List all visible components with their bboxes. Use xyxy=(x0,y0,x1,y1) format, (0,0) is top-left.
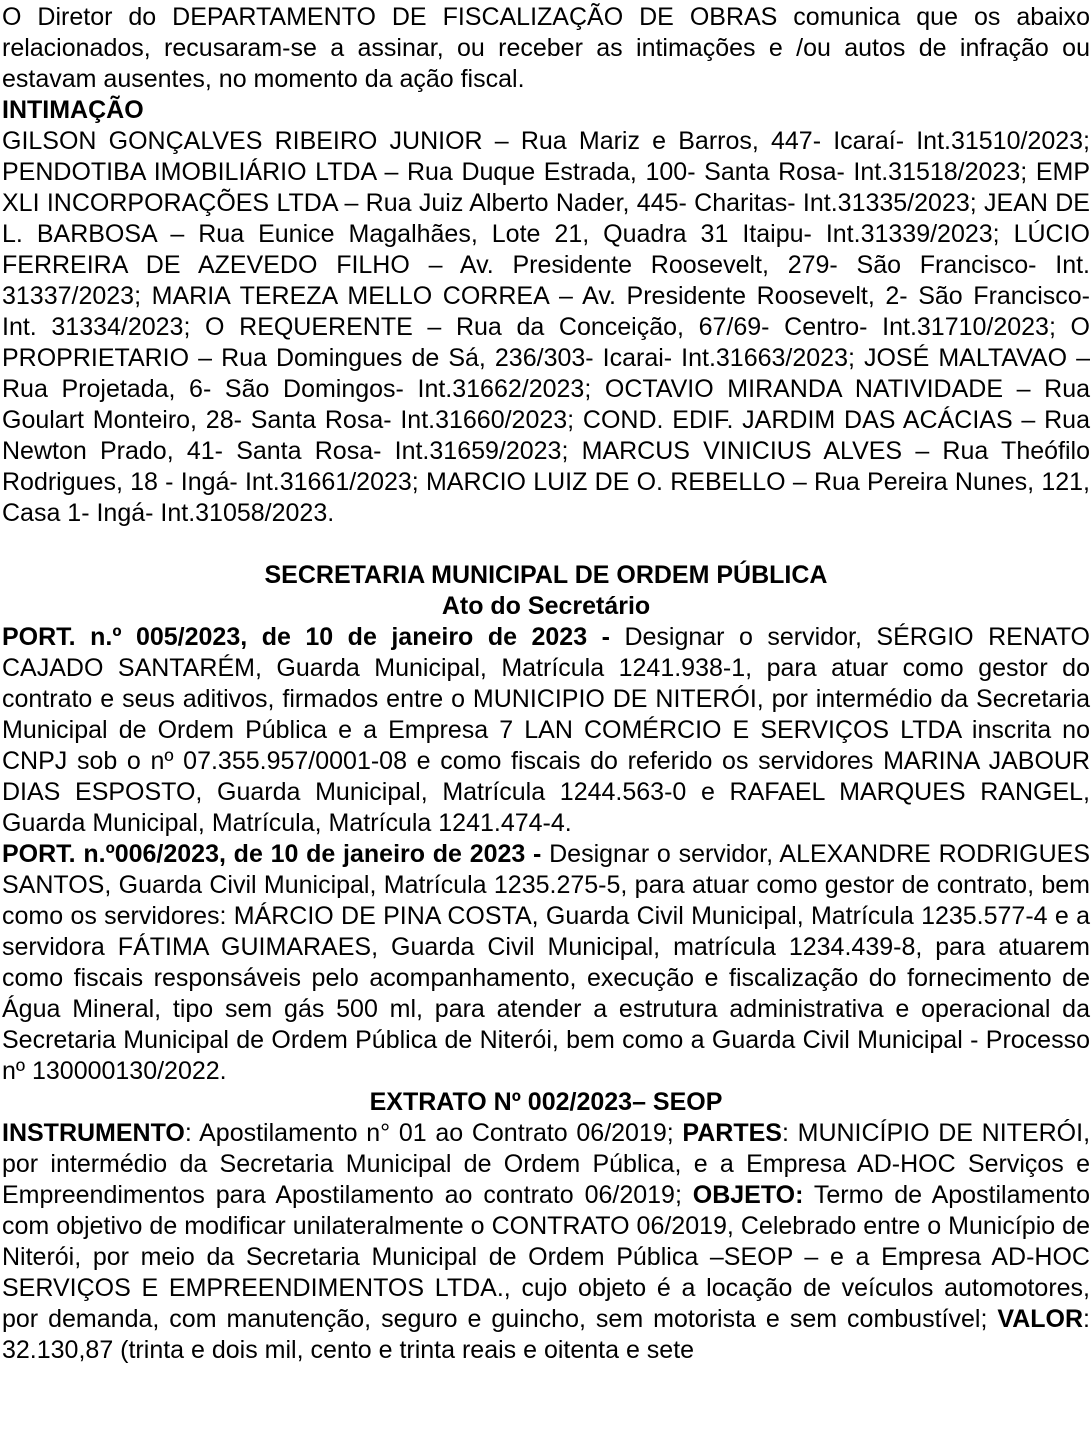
port-005-label: PORT. n.º 005/2023, de 10 de janeiro de 2023 - xyxy=(2,623,610,651)
instrumento-text: : Apostilamento n° 01 ao Contrato 06/2019; xyxy=(184,1119,683,1147)
port-006-label: PORT. n.º006/2023, de 10 de janeiro de 2023 - xyxy=(2,840,542,868)
seop-subtitle: Ato do Secretário xyxy=(441,592,651,620)
intro-paragraph: O Diretor do DEPARTAMENTO DE FISCALIZAÇÃO DE OBRAS comunica que os abaixo relacionados, recusaram-se a assinar, ou receber as intimações e /ou autos de infração ou estavam ausentes, no momento da ação fiscal. xyxy=(2,3,1090,93)
intimacao-heading: INTIMAÇÃO xyxy=(2,96,144,124)
objeto-text: Termo de Apostilamento com objetivo de modificar unilateralmente o CONTRATO 06/2019, Celebrado entre o Município de Niterói, por meio da Secretaria Municipal de Ordem Pública –SEOP – e a Empresa AD-HOC SERVIÇOS E EMPREENDIMENTOS LTDA., cujo objeto é a locação de veículos automotores, por demanda, com manutenção, seguro e guincho, sem motorista e sem combustível; xyxy=(2,1181,1090,1333)
port-005-text: Designar o servidor, SÉRGIO RENATO CAJADO SANTARÉM, Guarda Municipal, Matrícula 1241.938-1, para atuar como gestor do contrato e seus aditivos, firmados entre o MUNICIPIO DE NITERÓI, por intermédio da Secretaria Municipal de Ordem Pública e a Empresa 7 LAN COMÉRCIO E SERVIÇOS LTDA inscrita no CNPJ sob o nº 07.355.957/0001-08 e como fiscais do referido os servidores MARINA JABOUR DIAS ESPOSTO, Guarda Municipal, Matrícula 1244.563-0 e RAFAEL MARQUES RANGEL, Guarda Municipal, Matrícula, Matrícula 1241.474-4. xyxy=(2,623,1090,837)
intimacao-list: GILSON GONÇALVES RIBEIRO JUNIOR – Rua Mariz e Barros, 447- Icaraí- Int.31510/2023; PENDOTIBA IMOBILIÁRIO LTDA – Rua Duque Estrada, 100- Santa Rosa- Int.31518/2023; EMP XLI INCORPORAÇÕES LTDA – Rua Juiz Alberto Nader, 445- Charitas- Int.31335/2023; JEAN DE L. BARBOSA – Rua Eunice Magalhães, Lote 21, Quadra 31 Itaipu- Int.31339/2023; LÚCIO FERREIRA DE AZEVEDO FILHO – Av. Presidente Roosevelt, 279- São Francisco- Int. 31337/2023; MARIA TEREZA MELLO CORREA – Av. Presidente Roosevelt, 2- São Francisco- Int. 31334/2023; O REQUERENTE – Rua da Conceição, 67/69- Centro- Int.31710/2023; O PROPRIETARIO – Rua Domingues de Sá, 236/303- Icarai- Int.31663/2023; JOSÉ MALTAVAO – Rua Projetada, 6- São Domingos- Int.31662/2023; OCTAVIO MIRANDA NATIVIDADE – Rua Goulart Monteiro, 28- Santa Rosa- Int.31660/2023; COND. EDIF. JARDIM DAS ACÁCIAS – Rua Newton Prado, 41- Santa Rosa- Int.31659/2023; MARCUS VINICIUS ALVES – Rua Theófilo Rodrigues, 18 - Ingá- Int.31661/2023; MARCIO LUIZ DE O. REBELLO – Rua Pereira Nunes, 121, Casa 1- Ingá- Int.31058/2023. xyxy=(2,127,1090,527)
valor-label: VALOR xyxy=(997,1305,1084,1333)
valor-text: : 32.130,87 (trinta e dois mil, cento e trinta reais e oitenta e sete xyxy=(2,1305,1090,1364)
port-006-paragraph xyxy=(2,839,1090,1087)
seop-title: SECRETARIA MUNICIPAL DE ORDEM PÚBLICA xyxy=(264,561,828,589)
section-spacer xyxy=(2,529,1090,560)
extrato-paragraph xyxy=(2,1118,1090,1366)
port-006-text: Designar o servidor, ALEXANDRE RODRIGUES SANTOS, Guarda Civil Municipal, Matrícula 1235.275-5, para atuar como gestor de contrato, bem como os servidores: MÁRCIO DE PINA COSTA, Guarda Civil Municipal, Matrícula 1235.577-4 e a servidora FÁTIMA GUIMARAES, Guarda Civil Municipal, matrícula 1234.439-8, para atuarem como fiscais responsáveis pelo acompanhamento, execução e fiscalização do fornecimento de Água Mineral, tipo sem gás 500 ml, para atender a estrutura administrativa e operacional da Secretaria Municipal de Ordem Pública de Niterói, bem como a Guarda Civil Municipal - Processo nº 130000130/2022. xyxy=(2,840,1090,1085)
partes-text: : MUNICÍPIO DE NITERÓI, por intermédio da Secretaria Municipal de Ordem Pública, e a Empresa AD-HOC Serviços e Empreendimentos para Apostilamento ao contrato 06/2019; xyxy=(2,1119,1091,1209)
extrato-title: EXTRATO Nº 002/2023– SEOP xyxy=(369,1088,723,1116)
partes-label: PARTES xyxy=(682,1119,782,1147)
instrumento-label: INSTRUMENTO xyxy=(2,1119,185,1147)
objeto-label: OBJETO: xyxy=(692,1181,804,1209)
port-005-paragraph xyxy=(2,622,1090,839)
